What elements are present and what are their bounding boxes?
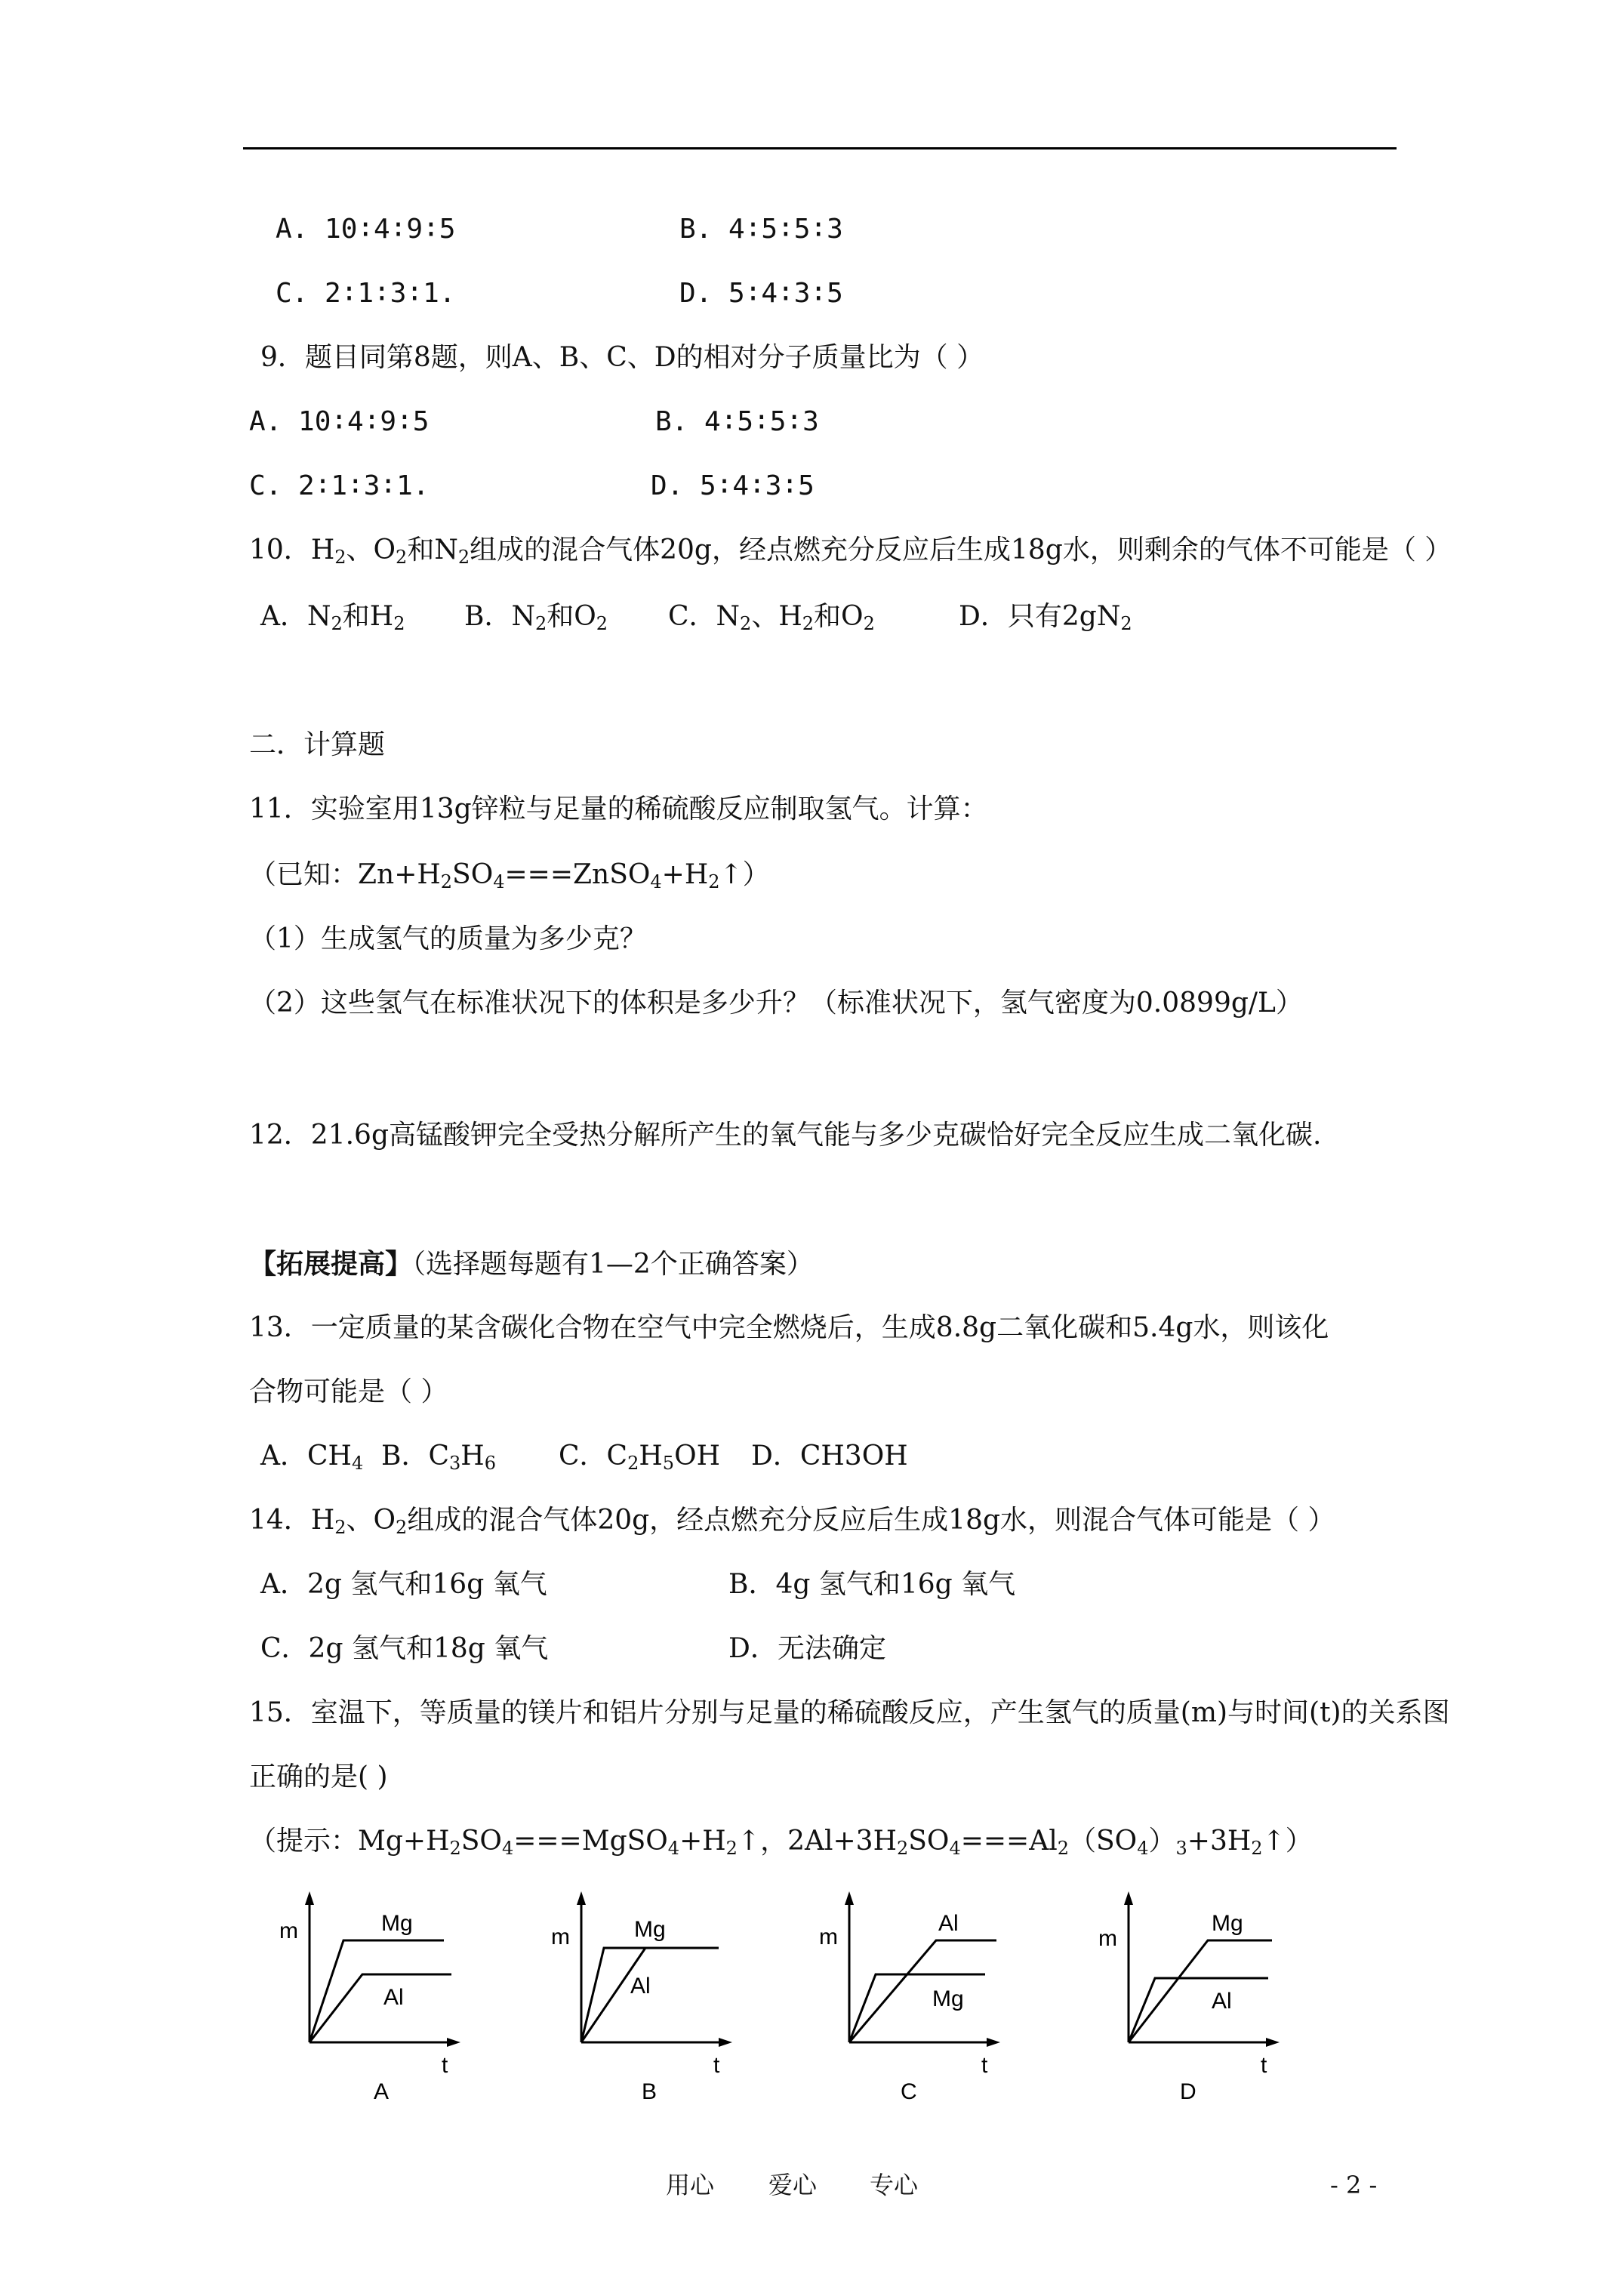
q13-option-b: B．$C_3H_6$ [381,1441,496,1474]
al-curve [849,1940,996,2042]
q11-part-1: （1）生成氢气的质量为多少克？ [249,923,647,954]
y-axis-label: m [551,1925,570,1949]
x-axis-label: t [1261,2053,1267,2078]
y-axis-label: m [1098,1926,1117,1951]
q10-option-d: D．只有$2gN_2$ [959,601,1132,634]
graph-option-d [1091,1876,1317,2103]
graph-option-b [544,1876,770,2103]
q9-option-a: A. 10∶4∶9∶5 [249,406,430,437]
x-axis-arrow [447,2038,460,2047]
q12-stem: 12．21.6g高锰酸钾完全受热分解所产生的氧气能与多少克碳恰好完全反应生成二氧化碳. [249,1120,1322,1151]
extension-heading: 【拓展提高】（选择题每题有1—2个正确答案） [249,1248,814,1280]
graph-a-svg [272,1876,498,2103]
q8-option-b: B. 4∶5∶5∶3 [679,214,843,245]
header-rule [243,147,1397,149]
q14-stem: 14．$H_2$、$O_2$组成的混合气体20g，经点燃充分反应后生成18g水，则混合气体可能是（ ） [249,1505,1335,1538]
bottom-line-label: Al [383,1985,404,2010]
page-number: - 2 - [1330,2171,1378,2199]
y-axis-arrow [577,1891,586,1905]
q13-option-c: C．$C_2H_5OH$ [559,1441,720,1474]
q11-stem: 11．实验室用13g锌粒与足量的稀硫酸反应制取氢气。计算： [249,794,988,824]
mg-curve [310,1940,444,2042]
q10-stem: 10．$H_2$、$O_2$和$N_2$组成的混合气体20g，经点燃充分反应后生成18g水，则剩余的气体不可能是（ ） [249,535,1452,568]
section-title-calculation: 二．计算题 [249,729,386,760]
top-line-label: Mg [634,1917,666,1942]
q11-part-2: （2）这些氢气在标准状况下的体积是多少升？（标准状况下，氢气密度为0.0899g/L） [249,988,1303,1019]
footer-text-3: 专心 [870,2171,919,2199]
graph-b-svg [544,1876,770,2103]
q9-option-c: C. 2∶1∶3∶1. [249,470,430,501]
y-axis-label: m [279,1918,298,1943]
q8-option-a: A. 10∶4∶9∶5 [276,214,456,245]
top-line-label: Al [938,1911,959,1936]
graph-d-svg [1091,1876,1317,2103]
q13-option-a: A．$CH_4$ [260,1441,364,1474]
q11-known-equation: （已知：$Zn+H_2SO_4===ZnSO_4+H_2↑$） [249,859,770,892]
mg-curve [849,1974,985,2042]
graph-label: C [901,2079,917,2104]
q13-option-d: D．CH3OH [751,1441,908,1472]
q9-option-d: D. 5∶4∶3∶5 [651,470,815,501]
q10-option-a: A．$N_2$和$H_2$ [260,601,405,634]
x-axis-arrow [987,2038,1000,2047]
q8-option-d: D. 5∶4∶3∶5 [679,278,843,309]
q9-stem: 9．题目同第8题，则A、B、C、D的相对分子质量比为（ ） [260,342,984,373]
top-line-label: Mg [1212,1911,1243,1936]
q8-option-c: C. 2∶1∶3∶1. [276,278,456,309]
y-axis-label: m [819,1925,838,1949]
graph-c-svg [812,1876,1038,2103]
q14-option-b: B．4g 氢气和16g 氧气 [728,1569,1016,1600]
graph-option-c [812,1876,1038,2103]
graph-label: A [374,2079,390,2104]
y-axis-arrow [1124,1891,1133,1905]
x-axis-label: t [981,2053,988,2078]
footer-text-1: 用心 [666,2171,715,2199]
bottom-line-label: Al [1212,1989,1232,2014]
al-curve [1129,1978,1268,2042]
y-axis-arrow [845,1891,854,1905]
bottom-line-label: Mg [932,1986,964,2011]
x-axis-label: t [713,2053,720,2078]
q15-hint: （提示：$Mg+H_2SO_4===MgSO_4+H_2↑$，$2Al+3H_2SO_4===Al_2(SO_4)_3+3H_2↑$） [249,1826,1313,1859]
q14-option-d: D．无法确定 [728,1633,886,1664]
x-axis-arrow [1266,2038,1280,2047]
q10-option-b: B．$N_2$和$O_2$ [464,601,608,634]
q10-option-c: C．$N_2$、$H_2$和$O_2$ [668,601,875,634]
footer-text-2: 爱心 [768,2171,818,2199]
q15-stem-line-1: 15．室温下，等质量的镁片和铝片分别与足量的稀硫酸反应，产生氢气的质量(m)与时间(t)的关系图 [249,1697,1450,1728]
bottom-line-label: Al [630,1974,651,1999]
q9-option-b: B. 4∶5∶5∶3 [655,406,819,437]
q14-option-c: C．2g 氢气和18g 氧气 [260,1633,549,1664]
graph-option-a [272,1876,498,2103]
top-line-label: Mg [381,1911,413,1936]
graph-label: B [642,2079,658,2104]
x-axis-arrow [719,2038,732,2047]
x-axis-label: t [442,2053,448,2078]
q13-stem-line-2: 合物可能是（ ） [249,1376,448,1407]
graph-label: D [1180,2079,1196,2104]
q13-stem-line-1: 13．一定质量的某含碳化合物在空气中完全燃烧后，生成8.8g二氧化碳和5.4g水，则该化 [249,1312,1329,1343]
al-curve [310,1974,451,2042]
y-axis-arrow [305,1891,314,1905]
q14-option-a: A．2g 氢气和16g 氧气 [260,1569,547,1600]
q15-stem-line-2: 正确的是( ) [249,1761,388,1792]
